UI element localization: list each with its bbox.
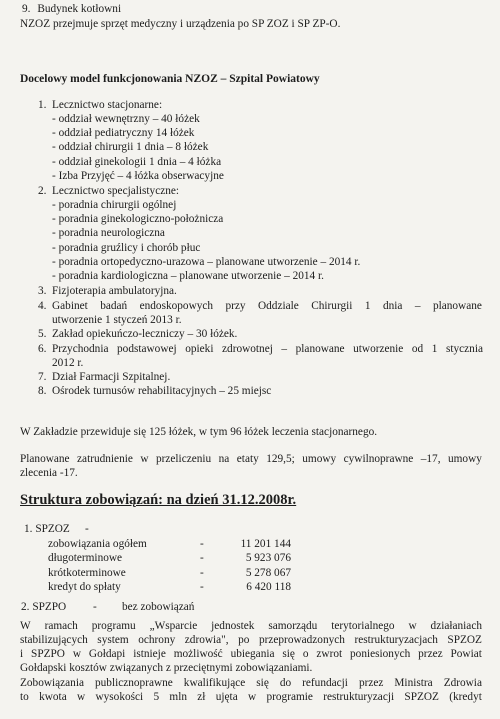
word: ramach (44, 620, 78, 632)
word: stycznia (445, 343, 483, 355)
word: ujęta (215, 691, 238, 703)
word: istnieje (133, 648, 166, 660)
list-text: Zakład opiekuńczo-leczniczy – 30 łóżek. (52, 328, 238, 340)
word: Oddziale (258, 300, 299, 312)
sub-item: - oddział wewnętrzny – 40 łóżek (52, 113, 200, 125)
list-number: 1. (24, 523, 33, 535)
word: Planowane (20, 453, 70, 465)
model-heading: Docelowy model funkcjonowania NZOZ – Szpital Powiatowy (20, 73, 320, 85)
structure-heading: Struktura zobowiązań: na dzień 31.12.2008r. (20, 492, 297, 508)
list-text: Dział Farmacji Szpitalnej. (52, 371, 171, 383)
word: działaniach (430, 620, 482, 632)
word: zwrot (316, 648, 343, 660)
list-item-6-continuation: 2012 r. (52, 357, 84, 369)
word: od (411, 343, 424, 355)
sub-item: - poradnia chirurgii ogólnej (52, 199, 177, 211)
spzoz-header (24, 522, 70, 536)
word: planowane (432, 300, 482, 312)
list-number: 8. (38, 385, 47, 397)
list-number: 1. (38, 99, 47, 111)
word: ochrony (138, 634, 176, 646)
word: w (72, 648, 82, 660)
list-item-9 (22, 2, 121, 16)
list-item-2 (38, 184, 179, 198)
word: na (218, 453, 230, 465)
program-line (20, 633, 482, 647)
word: Gołdapi (88, 648, 126, 660)
word: 5 (153, 691, 160, 703)
liability-dash: - (200, 552, 204, 564)
word: Ministra (394, 677, 433, 689)
word: dnia (382, 300, 403, 312)
sub-item: - poradnia gruźlicy i chorób płuc (52, 242, 201, 254)
liability-label: kredyt do spłaty (48, 581, 121, 593)
word: przy (225, 300, 246, 312)
word: po (238, 634, 250, 646)
list-number: 4. (38, 300, 47, 312)
word: Powiat (450, 648, 482, 660)
word: kwalifikujące (183, 677, 246, 689)
word: mln (169, 691, 187, 703)
liability-value: 11 201 144 (240, 538, 291, 550)
spzpo-dash: - (93, 601, 97, 613)
word: ubiegania (230, 648, 275, 660)
word: przez (418, 648, 443, 660)
list-text: Ośrodek turnusów rehabilitacyjnych – 25 miejsc (52, 385, 272, 397)
list-text: Fizjoterapia ambulatoryjna. (52, 285, 177, 297)
word: w (140, 453, 149, 465)
program-line (20, 647, 482, 661)
list-text: Lecznictwo stacjonarne: (52, 99, 163, 111)
list-item-8 (38, 384, 271, 398)
sub-item: - poradnia ginekologiczno-położnicza (52, 213, 224, 225)
word: – (414, 300, 421, 312)
word: publicznoprawne (95, 677, 173, 689)
word: podstawowej (117, 343, 177, 355)
word: zł (197, 691, 206, 703)
word: możliwość (173, 648, 223, 660)
word: wysokości (95, 691, 144, 703)
word: poniesionych (350, 648, 411, 660)
word: refundacji (302, 677, 348, 689)
list-text: Budynek kotłowni (37, 3, 122, 15)
word: o (302, 648, 309, 660)
sub-item: - oddział pediatryczny 14 łóżek (52, 127, 195, 139)
word: –17, (420, 453, 441, 465)
word: SPZOZ (447, 634, 482, 646)
liabilities-line (20, 676, 482, 690)
sub-item: - oddział ginekologii 1 dnia – 4 łóżka (52, 156, 222, 168)
word: przez (358, 677, 384, 689)
list-number: 2. (21, 601, 30, 613)
list-number: 6. (38, 343, 47, 355)
word: jednostek (211, 620, 255, 632)
word: programu (91, 620, 136, 632)
list-number: 2. (38, 185, 47, 197)
takeover-paragraph: NZOZ przejmuje sprzęt medyczny i urządzenia po SP ZOZ i SP ZP-O. (20, 18, 341, 30)
word: w (408, 620, 417, 632)
list-number: 7. (38, 371, 47, 383)
word: stabilizujących (20, 634, 88, 646)
sub-item: - Izba Przyjęć – 4 łóżka obserwacyjne (52, 170, 224, 182)
word: opieki (185, 343, 214, 355)
spzpo-label: SPZPO (32, 601, 67, 613)
list-item-4-continuation: utworzenie 1 styczeń 2013 r. (52, 314, 182, 326)
liability-value: 5 278 067 (245, 567, 291, 579)
employment-line (20, 452, 482, 466)
word: do (279, 677, 292, 689)
word: zatrudnienie (77, 453, 133, 465)
liability-value: 6 420 118 (246, 581, 291, 593)
liability-label: krótkoterminowe (48, 567, 126, 579)
liability-dash: - (200, 567, 204, 579)
word: się (256, 677, 269, 689)
word: w (248, 691, 257, 703)
word: Przychodnia (52, 343, 109, 355)
word: przeliczeniu (155, 453, 212, 465)
spzoz-label: SPZOZ (35, 523, 70, 535)
word: w (77, 691, 86, 703)
program-line (20, 619, 482, 633)
list-item-1 (38, 98, 162, 112)
list-item-4-line (52, 299, 482, 313)
word: terytorialnego (331, 620, 395, 632)
word: się (282, 648, 295, 660)
liability-label: zobowiązania ogółem (48, 538, 147, 550)
word: restrukturyzacjach (354, 634, 438, 646)
word: SPZOZ (404, 691, 439, 703)
word: umowy (302, 453, 337, 465)
sub-item: - oddział chirurgii 1 dnia – 8 łóżek (52, 141, 209, 153)
list-item-3 (38, 284, 177, 298)
sub-item: - poradnia ortopedyczno-urazowa – planowane utworzenie – 2014 r. (52, 256, 361, 268)
word: Gabinet (52, 300, 88, 312)
word: Zobowiązania (20, 677, 84, 689)
sub-item: - poradnia neurologiczna (52, 227, 165, 239)
word: samorządu (268, 620, 318, 632)
spzpo-text: bez zobowiązań (122, 601, 195, 613)
word: programie (266, 691, 313, 703)
word: planowane (295, 343, 345, 355)
liabilities-line (20, 690, 482, 704)
liability-dash: - (200, 581, 204, 593)
word: zdrowia", (184, 634, 229, 646)
word: SPZPO (31, 648, 65, 660)
word: (kredyt (449, 691, 482, 703)
sub-item: - poradnia kardiologiczna – planowane utworzenie – 2014 r. (52, 270, 324, 282)
word: 1 (364, 300, 371, 312)
word: 1 (431, 343, 438, 355)
spzoz-dash: - (85, 523, 89, 535)
word: restrukturyzacji (323, 691, 395, 703)
word: przeprowadzonych (258, 634, 345, 646)
word: Chirurgii (311, 300, 353, 312)
liability-label: długoterminowe (48, 552, 123, 564)
list-number: 9. (22, 3, 31, 15)
list-item-7 (38, 370, 170, 384)
liability-dash: - (200, 538, 204, 550)
list-item-5 (38, 327, 237, 341)
spzpo-header (21, 600, 66, 614)
employment-continuation: zlecenia -17. (20, 467, 78, 479)
word: etaty (236, 453, 259, 465)
word: zdrowotnej (222, 343, 273, 355)
word: Zdrowia (443, 677, 482, 689)
word: badań (100, 300, 128, 312)
word: – (281, 343, 288, 355)
word: W (20, 620, 31, 632)
word: to (20, 691, 29, 703)
list-number: 5. (38, 328, 47, 340)
word: system (97, 634, 129, 646)
list-text: Lecznictwo specjalistyczne: (52, 185, 180, 197)
program-line: Gołdapski kosztów związanych z przeciętnymi zobowiązaniami. (20, 662, 313, 674)
list-number: 3. (38, 285, 47, 297)
word: 129,5; (266, 453, 295, 465)
beds-paragraph: W Zakładzie przewiduje się 125 łóżek, w tym 96 łóżek leczenia stacjonarnego. (20, 426, 378, 438)
word: umowy (448, 453, 482, 465)
word: endoskopowych (139, 300, 214, 312)
list-item-6-line (52, 342, 483, 356)
word: „Wsparcie (149, 620, 198, 632)
word: cywilnoprawne (343, 453, 414, 465)
word: i (20, 648, 24, 660)
liability-value: 5 923 076 (245, 552, 291, 564)
word: kwota (39, 691, 67, 703)
word: utworzenie (353, 343, 404, 355)
